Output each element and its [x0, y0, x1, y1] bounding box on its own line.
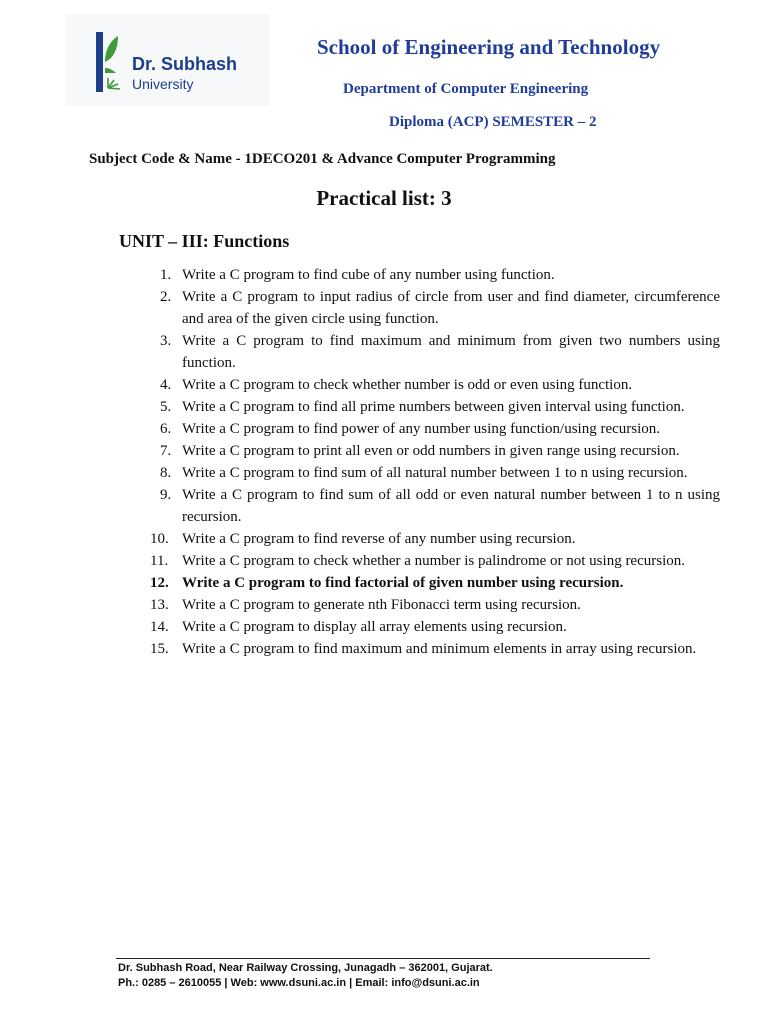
practical-list: [150, 264, 720, 660]
list-item: [150, 616, 720, 638]
list-item-highlighted: [150, 572, 720, 594]
unit-heading: UNIT – III: Functions: [119, 231, 290, 251]
list-item: [150, 396, 720, 418]
item-text: Write a C program to find power of any number using function/using recursion.: [182, 421, 661, 437]
diploma-semester: Diploma (ACP) SEMESTER – 2: [389, 114, 597, 130]
logo-subtitle: University: [132, 76, 194, 92]
item-text: Write a C program to check whether number is odd or even using function.: [182, 377, 633, 393]
list-item: [150, 528, 720, 550]
item-number: 1.: [160, 267, 172, 283]
department-title: Department of Computer Engineering: [343, 81, 589, 97]
list-item: [150, 440, 720, 462]
item-number: 2.: [160, 289, 172, 305]
item-text: Write a C program to check whether a number is palindrome or not using recursion.: [182, 553, 685, 569]
item-number: 10.: [150, 531, 169, 547]
item-text: Write a C program to input radius of circle from user and find diameter, circumference and area of the given circle using function.: [182, 289, 720, 327]
subject-line: Subject Code & Name - 1DECO201 & Advance Computer Programming: [89, 151, 556, 167]
school-title: School of Engineering and Technology: [317, 35, 661, 59]
logo-name: Dr. Subhash: [132, 54, 238, 74]
item-text: Write a C program to find factorial of given number using recursion.: [182, 575, 624, 591]
list-item: [150, 374, 720, 396]
list-item: [150, 330, 720, 374]
item-number: 6.: [160, 421, 172, 437]
footer-divider: [116, 958, 650, 959]
item-number: 3.: [160, 333, 172, 349]
list-item: [150, 418, 720, 440]
item-text: Write a C program to find reverse of any number using recursion.: [182, 531, 576, 547]
list-item: [150, 550, 720, 572]
item-number: 7.: [160, 443, 172, 459]
item-text: Write a C program to find all prime numbers between given interval using function.: [182, 399, 685, 415]
list-item: [150, 594, 720, 616]
item-number: 12.: [150, 575, 169, 591]
item-number: 4.: [160, 377, 172, 393]
item-number: 14.: [150, 619, 169, 635]
item-text: Write a C program to generate nth Fibonacci term using recursion.: [182, 597, 581, 613]
footer-address: Dr. Subhash Road, Near Railway Crossing, Junagadh – 362001, Gujarat.: [118, 962, 493, 974]
list-item: [150, 638, 720, 660]
list-item: [150, 462, 720, 484]
item-number: 11.: [150, 553, 169, 569]
item-text: Write a C program to find cube of any number using function.: [182, 267, 555, 283]
list-item: [150, 484, 720, 528]
university-logo-mark-icon: [96, 32, 124, 92]
list-item: [150, 286, 720, 330]
item-text: Write a C program to find sum of all odd or even natural number between 1 to n using recursion.: [182, 487, 720, 525]
item-number: 8.: [160, 465, 172, 481]
university-logo: [66, 14, 269, 106]
practical-list-title: Practical list: 3: [316, 186, 452, 210]
item-text: Write a C program to display all array elements using recursion.: [182, 619, 567, 635]
list-item: [150, 264, 720, 286]
item-text: Write a C program to find maximum and minimum from given two numbers using function.: [182, 333, 720, 371]
item-text: Write a C program to print all even or odd numbers in given range using recursion.: [182, 443, 680, 459]
item-number: 15.: [150, 641, 169, 657]
item-number: 5.: [160, 399, 172, 415]
item-number: 13.: [150, 597, 169, 613]
item-text: Write a C program to find maximum and minimum elements in array using recursion.: [182, 641, 697, 657]
item-number: 9.: [160, 487, 172, 503]
footer-contact: Ph.: 0285 – 2610055 | Web: www.dsuni.ac.in | Email: info@dsuni.ac.in: [118, 977, 480, 989]
item-text: Write a C program to find sum of all natural number between 1 to n using recursion.: [182, 465, 688, 481]
